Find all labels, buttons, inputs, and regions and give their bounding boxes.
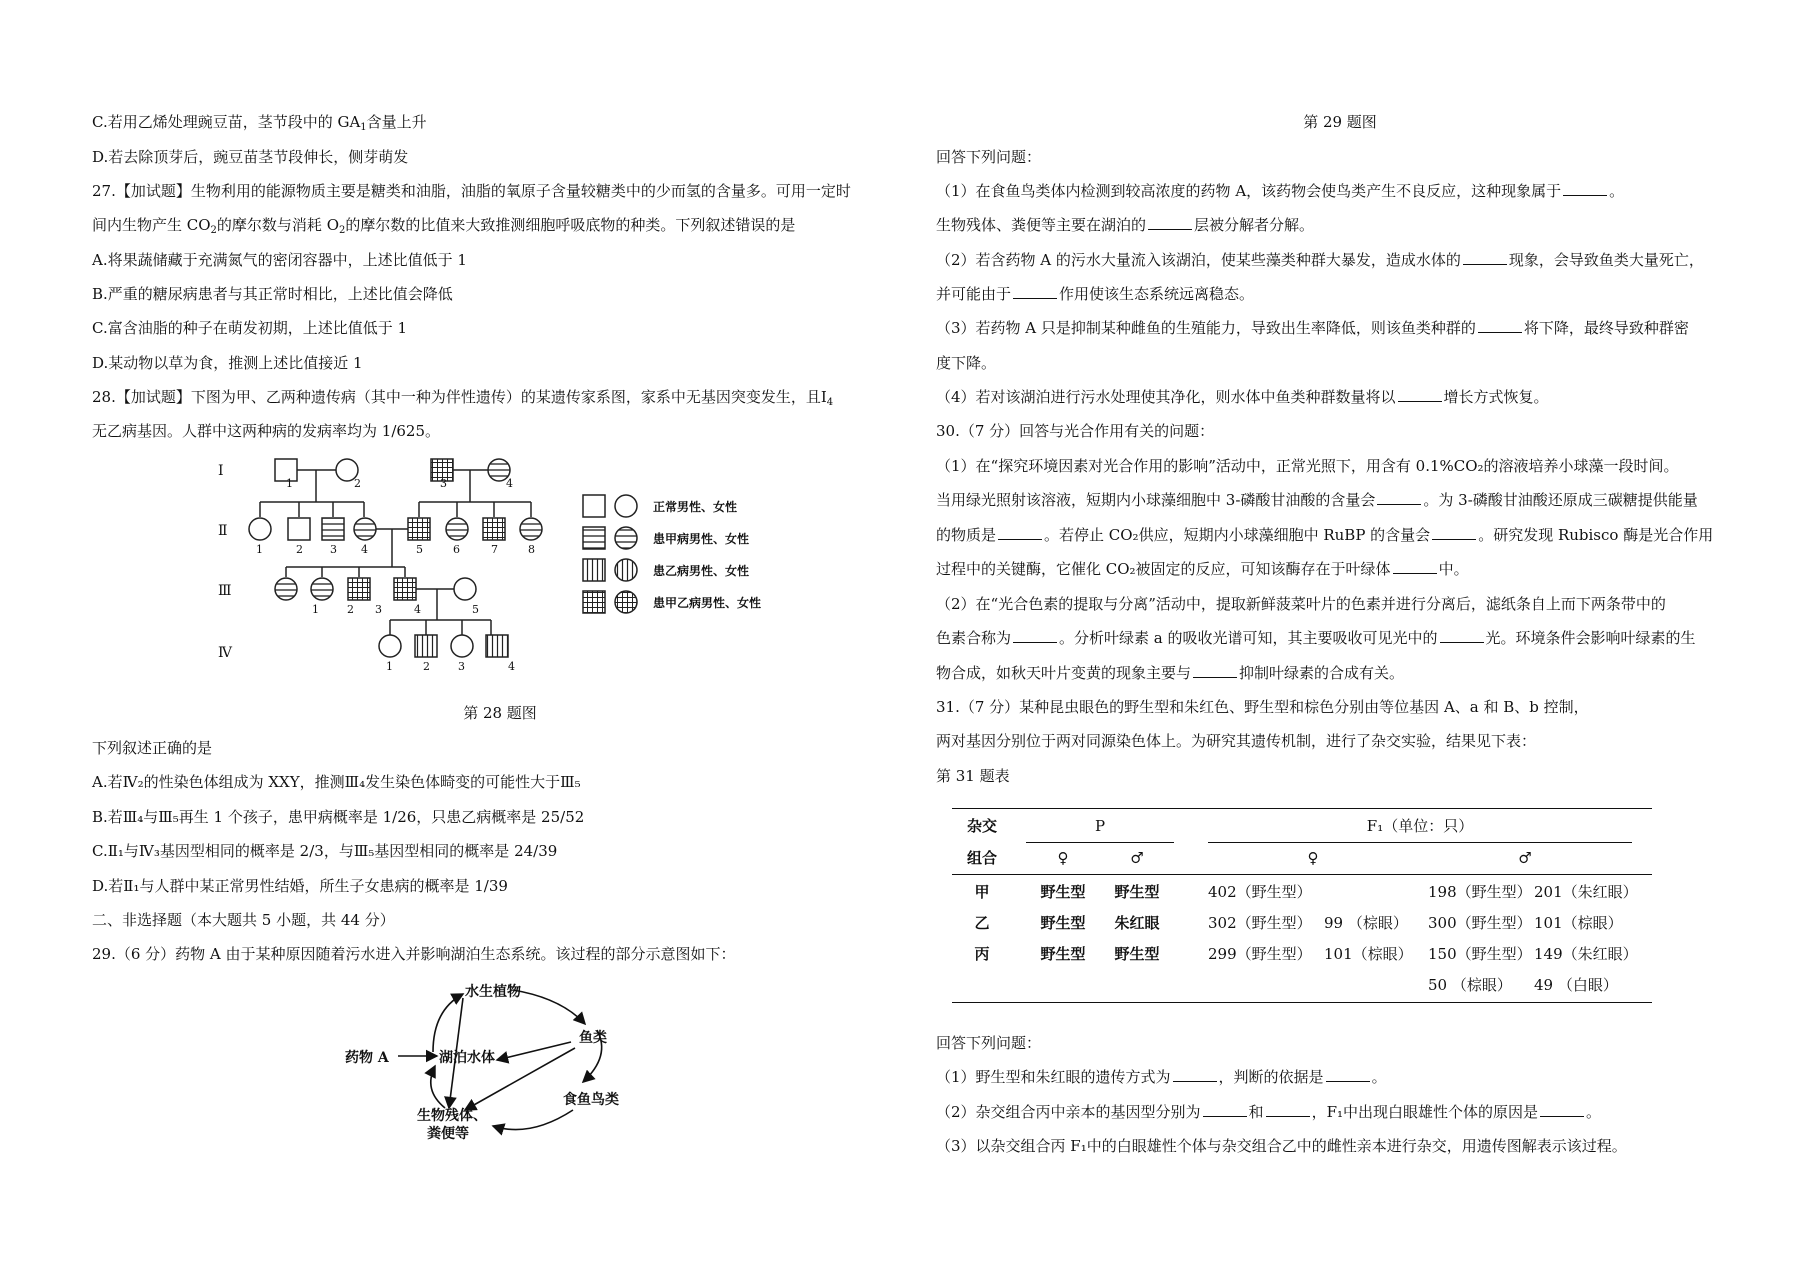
svg-text:2: 2 bbox=[347, 603, 354, 616]
answer-blank[interactable] bbox=[1173, 1069, 1217, 1082]
q31-stem-line2: 两对基因分别位于两对同源染色体上。为研究其遗传机制，进行了杂交实验，结果见下表： bbox=[936, 732, 1537, 750]
answer-blank[interactable] bbox=[1377, 492, 1421, 505]
pedigree-III5 bbox=[454, 578, 476, 600]
q29-figure-caption: 第 29 题图 bbox=[1303, 113, 1377, 131]
answer-blank[interactable] bbox=[1326, 1069, 1370, 1082]
svg-text:1: 1 bbox=[286, 477, 293, 490]
q29-part-2-cont: 并可能由于 作用使该生态系统远离稳态。 bbox=[936, 285, 1255, 303]
node-fish-eating-birds: 食鱼鸟类 bbox=[563, 1092, 619, 1108]
svg-text:Ⅳ: Ⅳ bbox=[218, 645, 232, 661]
pedigree-II4 bbox=[354, 518, 376, 540]
legend-disease-b: 患乙病男性、女性 bbox=[653, 564, 750, 578]
q31-part-2: （2）杂交组合丙中亲本的基因型分别为 和 ，F₁中出现白眼雄性个体的原因是 。 bbox=[936, 1103, 1602, 1121]
svg-text:2: 2 bbox=[354, 477, 361, 490]
legend-disease-ab: 患甲乙病男性、女性 bbox=[653, 596, 762, 610]
answer-blank[interactable] bbox=[1478, 320, 1522, 333]
ecosystem-diagram bbox=[345, 980, 645, 1140]
pedigree-III4 bbox=[394, 578, 416, 600]
answer-blank[interactable] bbox=[1463, 252, 1507, 265]
q30-line-6: 色素合称为 。分析叶绿素 a 的吸收光谱可知，其主要吸收可见光中的 光。环境条件会影响叶绿素的生 bbox=[936, 629, 1696, 647]
pedigree-II3 bbox=[322, 518, 344, 540]
q27-stem-line1: 27.【加试题】生物利用的能源物质主要是糖类和油脂，油脂的氧原子含量较糖类中的少而氢的含量多。可用一定时 bbox=[92, 182, 851, 200]
svg-text:2: 2 bbox=[296, 543, 303, 556]
answer-blank[interactable] bbox=[1563, 183, 1607, 196]
pedigree-II5 bbox=[408, 518, 430, 540]
svg-text:5: 5 bbox=[416, 543, 423, 556]
q28-question-stem: 下列叙述正确的是 bbox=[92, 739, 213, 757]
pedigree-figure bbox=[200, 455, 800, 695]
q31-table-caption: 第 31 题表 bbox=[936, 767, 1010, 785]
node-fish: 鱼类 bbox=[579, 1030, 607, 1046]
pedigree-III3 bbox=[348, 578, 370, 600]
answer-blank[interactable] bbox=[1013, 286, 1057, 299]
q31-answer-intro: 回答下列问题： bbox=[936, 1034, 1042, 1052]
q29-part-2: （2）若含药物 A 的污水大量流入该湖泊，使某些藻类种群大暴发，造成水体的 现象，会导致鱼类大量死亡， bbox=[936, 251, 1704, 269]
section-2-heading: 二、非选择题（本大题共 5 小题，共 44 分） bbox=[92, 911, 395, 929]
q30-line-2: 当用绿光照射该溶液，短期内小球藻细胞中 3-磷酸甘油酸的含量会 。为 3-磷酸甘油酸还原成三碳糖提供能量 bbox=[936, 491, 1698, 509]
svg-text:4: 4 bbox=[506, 477, 513, 490]
svg-text:3: 3 bbox=[440, 477, 447, 490]
q30-line-5: （2）在“光合色素的提取与分离”活动中，提取新鲜菠菜叶片的色素并进行分离后，滤纸条自上而下两条带中的 bbox=[936, 595, 1666, 613]
q29-part-3: （3）若药物 A 只是抑制某种雌鱼的生殖能力，导致出生率降低，则该鱼类种群的 将下降，最终导致种群密 bbox=[936, 319, 1689, 337]
node-drug-a: 药物 A bbox=[345, 1050, 389, 1066]
svg-text:3: 3 bbox=[375, 603, 382, 616]
svg-text:4: 4 bbox=[414, 603, 421, 616]
svg-text:Ⅲ: Ⅲ bbox=[218, 583, 232, 599]
svg-text:Ⅱ: Ⅱ bbox=[218, 523, 228, 539]
q29-stem: 29.（6 分）药物 A 由于某种原因随着污水进入并影响湖泊生态系统。该过程的部分示意图如下： bbox=[92, 945, 736, 963]
node-aquatic-plants: 水生植物 bbox=[465, 984, 521, 1000]
q27-option-c: C.富含油脂的种子在萌发初期，上述比值低于 1 bbox=[92, 319, 408, 337]
left-column bbox=[0, 0, 900, 1286]
q31-part-1: （1）野生型和朱红眼的遗传方式为 ，判断的依据是 。 bbox=[936, 1068, 1387, 1086]
pedigree-III2 bbox=[311, 578, 333, 600]
pedigree-II8 bbox=[520, 518, 542, 540]
th-f1-female: ♀ bbox=[1307, 849, 1319, 867]
q31-stem-line1: 31.（7 分）某种昆虫眼色的野生型和朱红色、野生型和棕色分别由等位基因 A、a 和 B、b 控制， bbox=[936, 698, 1589, 716]
pedigree-II6 bbox=[446, 518, 468, 540]
svg-text:4: 4 bbox=[508, 660, 515, 673]
answer-blank[interactable] bbox=[998, 527, 1042, 540]
th-parent: P bbox=[1094, 817, 1106, 835]
th-p-male: ♂ bbox=[1130, 849, 1144, 867]
q27-option-b: B.严重的糖尿病患者与其正常时相比，上述比值会降低 bbox=[92, 285, 453, 303]
q28-option-b: B.若Ⅲ₄与Ⅲ₅再生 1 个孩子，患甲病概率是 1/26，只患乙病概率是 25/52 bbox=[92, 808, 585, 826]
svg-text:3: 3 bbox=[330, 543, 337, 556]
svg-text:6: 6 bbox=[453, 543, 460, 556]
th-cross-1: 杂交 bbox=[966, 817, 997, 835]
q28-option-d: D.若Ⅱ₁与人群中某正常男性结婚，所生子女患病的概率是 1/39 bbox=[92, 877, 508, 895]
legend-disease-a: 患甲病男性、女性 bbox=[653, 532, 750, 546]
answer-blank[interactable] bbox=[1148, 217, 1192, 230]
q30-line-7: 物合成，如秋天叶片变黄的现象主要与 抑制叶绿素的合成有关。 bbox=[936, 664, 1405, 682]
pedigree-II7 bbox=[483, 518, 505, 540]
q28-figure-caption: 第 28 题图 bbox=[463, 704, 537, 722]
pedigree-II1 bbox=[249, 518, 271, 540]
node-remains: 生物残体、 bbox=[417, 1108, 487, 1124]
svg-text:4: 4 bbox=[361, 543, 368, 556]
answer-blank[interactable] bbox=[1266, 1104, 1310, 1117]
th-f1-male: ♂ bbox=[1518, 849, 1532, 867]
q28-option-a: A.若Ⅳ₂的性染色体组成为 XXY，推测Ⅲ₄发生染色体畸变的可能性大于Ⅲ₅ bbox=[92, 773, 581, 791]
q30-line-4: 过程中的关键酶，它催化 CO₂被固定的反应，可知该酶存在于叶绿体 中。 bbox=[936, 560, 1469, 578]
answer-blank[interactable] bbox=[1540, 1104, 1584, 1117]
ecosystem-svg bbox=[345, 980, 645, 1140]
q27-option-a: A.将果蔬储藏于充满氮气的密闭容器中，上述比值低于 1 bbox=[92, 251, 467, 269]
pedigree-IV1 bbox=[379, 635, 401, 657]
q28-stem-line2: 无乙病基因。人群中这两种病的发病率均为 1/625。 bbox=[92, 422, 440, 440]
node-feces: 粪便等 bbox=[427, 1126, 469, 1140]
q29-part-4: （4）若对该湖泊进行污水处理使其净化，则水体中鱼类种群数量将以 增长方式恢复。 bbox=[936, 388, 1549, 406]
q30-stem: 30.（7 分）回答与光合作用有关的问题： bbox=[936, 422, 1215, 440]
q28-stem-line1: 28.【加试题】下图为甲、乙两种遗传病（其中一种为伴性遗传）的某遗传家系图，家系中无基因突变发生，且$Ⅰ_4$ bbox=[92, 388, 834, 408]
svg-text:7: 7 bbox=[491, 543, 498, 556]
pedigree-diagram bbox=[200, 455, 800, 695]
svg-text:1: 1 bbox=[386, 660, 393, 673]
th-f1: F₁（单位：只） bbox=[1366, 817, 1474, 835]
answer-blank[interactable] bbox=[1193, 665, 1237, 678]
svg-text:8: 8 bbox=[528, 543, 535, 556]
right-column: 第 29 题图 回答下列问题： （1）在食鱼鸟类体内检测到较高浓度的药物 A，该药物会使鸟类产生不良反应，这种现象属于 。 生物残体、粪便等主要在湖泊的 层被分解者分解。 （2）若含药物 A 的污水大量流入该湖泊，使某些藻类种群大暴发，造成水体的 现象，会导致鱼类大量死亡， 并可能由于 作用使该生态系统远离稳态。 （3）若药物 A 只是抑制某种雌鱼的生殖能力，导致出生率降低，则该鱼类种群的 将下降，最终导致种群密 度下降。 （4）若对该湖泊进行污水处理使其净化，则水体中鱼类种群数量将以 增长方式恢复。 30.（7 分）回答与光合作用有关的问题： （1）在“探究环境因素对光合作用的影响”活动中，正常光照下，用含有 0.1%CO₂的溶液培养小球藻一段时间。 当用绿光照射该溶液，短期内小球藻细胞中 3-磷酸甘油酸的含量会 。为 3-磷酸甘油酸还原成三碳糖提供能量 的物质是 。若停止 CO₂供应，短期内小球藻细胞中 RuBP 的含量会 。研究发现 Rubisco 酶是光合作用 过程中的关键酶，它催化 CO₂被固定的反应，可知该酶存在于叶绿体 中。 （2）在“光合色素的提取与分离”活动中，提取新鲜菠菜叶片的色素并进行分离后，滤纸条自上而下两条带中的 色素合称为 。分析叶绿素 a 的吸收光谱可知，其主要吸收可见光中的 光。环境条件会影响叶绿素的生 物合成，如秋天叶片变黄的现象主要与 抑制叶绿素的合成有关。 31.（7 分）某种昆虫眼色的野生型和朱红色、野生型和棕色分别由等位基因 A、a 和 B、b 控制， 两对基因分别位于两对同源染色体上。为研究其遗传机制，进行了杂交实验，结果见下表： 第 31 题表 杂交 组合 P F₁（单位：只） ♀ ♂ ♀ ♂ 甲 野生型 野生型 402（野生型） 198（野生型） 201（朱红眼） 乙 野生型 朱红眼 302（野生型） 99 （棕眼） 300（野生型） 101（棕眼） 丙 野生型 野生型 299（野生型） 101（棕眼） 150（野生型） 149（朱红眼） 50 （棕眼） 49 （白眼） 回答下列问题： （1）野生型和朱红眼的遗传方式为 ，判断的依据是 。 （2）杂交组合丙中亲本的基因型分别为 和 ，F₁中出现白眼雄性个体的原因是 。 （3）以杂交组合丙 F₁中的白眼雄性个体与杂交组合乙中的雌性亲本进行杂交，用遗传图解表示该过程。 bbox=[936, 113, 1714, 1155]
svg-text:Ⅰ: Ⅰ bbox=[218, 463, 224, 479]
q28-option-c: C.Ⅱ₁与Ⅳ₃基因型相同的概率是 2/3，与Ⅲ₅基因型相同的概率是 24/39 bbox=[92, 842, 558, 860]
answer-blank[interactable] bbox=[1398, 389, 1442, 402]
q27-stem-line2: 间内生物产生 $CO_2$的摩尔数与消耗 $O_2$的摩尔数的比值来大致推测细胞呼吸底物的种类。下列叙述错误的是 bbox=[92, 216, 796, 236]
q29-part-1: （1）在食鱼鸟类体内检测到较高浓度的药物 A，该药物会使鸟类产生不良反应，这种现象属于 。 bbox=[936, 182, 1625, 200]
answer-blank[interactable] bbox=[1432, 527, 1476, 540]
q26-option-c: C.若用乙烯处理豌豆苗，茎节段中的 $GA_1$含量上升 bbox=[92, 113, 427, 133]
pedigree-IV2 bbox=[415, 635, 437, 657]
answer-blank[interactable] bbox=[1013, 630, 1057, 643]
th-p-female: ♀ bbox=[1057, 849, 1069, 867]
q26-option-d: D.若去除顶芽后，豌豆苗茎节段伸长，侧芽萌发 bbox=[92, 148, 409, 166]
q27-option-d: D.某动物以草为食，推测上述比值接近 1 bbox=[92, 354, 363, 372]
pedigree-II2 bbox=[288, 518, 310, 540]
answer-blank[interactable] bbox=[1393, 561, 1437, 574]
svg-text:5: 5 bbox=[472, 603, 479, 616]
legend-normal: 正常男性、女性 bbox=[653, 500, 738, 514]
node-lake-water: 湖泊水体 bbox=[439, 1050, 495, 1066]
q31-part-3: （3）以杂交组合丙 F₁中的白眼雄性个体与杂交组合乙中的雌性亲本进行杂交，用遗传图解表示该过程。 bbox=[936, 1137, 1627, 1155]
q30-line-3: 的物质是 。若停止 CO₂供应，短期内小球藻细胞中 RuBP 的含量会 。研究发现 Rubisco 酶是光合作用 bbox=[936, 526, 1714, 544]
svg-text:3: 3 bbox=[458, 660, 465, 673]
answer-blank[interactable] bbox=[1203, 1104, 1247, 1117]
answer-blank[interactable] bbox=[1440, 630, 1484, 643]
svg-text:1: 1 bbox=[312, 603, 319, 616]
q29-part-3-cont: 度下降。 bbox=[936, 354, 997, 372]
q29-answer-intro: 回答下列问题： bbox=[936, 148, 1042, 166]
q30-line-1: （1）在“探究环境因素对光合作用的影响”活动中，正常光照下，用含有 0.1%CO₂的溶液培养小球藻一段时间。 bbox=[936, 457, 1679, 475]
pedigree-IV3 bbox=[451, 635, 473, 657]
q29-part-1-cont: 生物残体、粪便等主要在湖泊的 层被分解者分解。 bbox=[936, 216, 1315, 234]
pedigree-III1 bbox=[275, 578, 297, 600]
svg-text:2: 2 bbox=[423, 660, 430, 673]
th-cross-2: 组合 bbox=[966, 849, 997, 867]
pedigree-IV4 bbox=[486, 635, 508, 657]
svg-text:1: 1 bbox=[256, 543, 263, 556]
